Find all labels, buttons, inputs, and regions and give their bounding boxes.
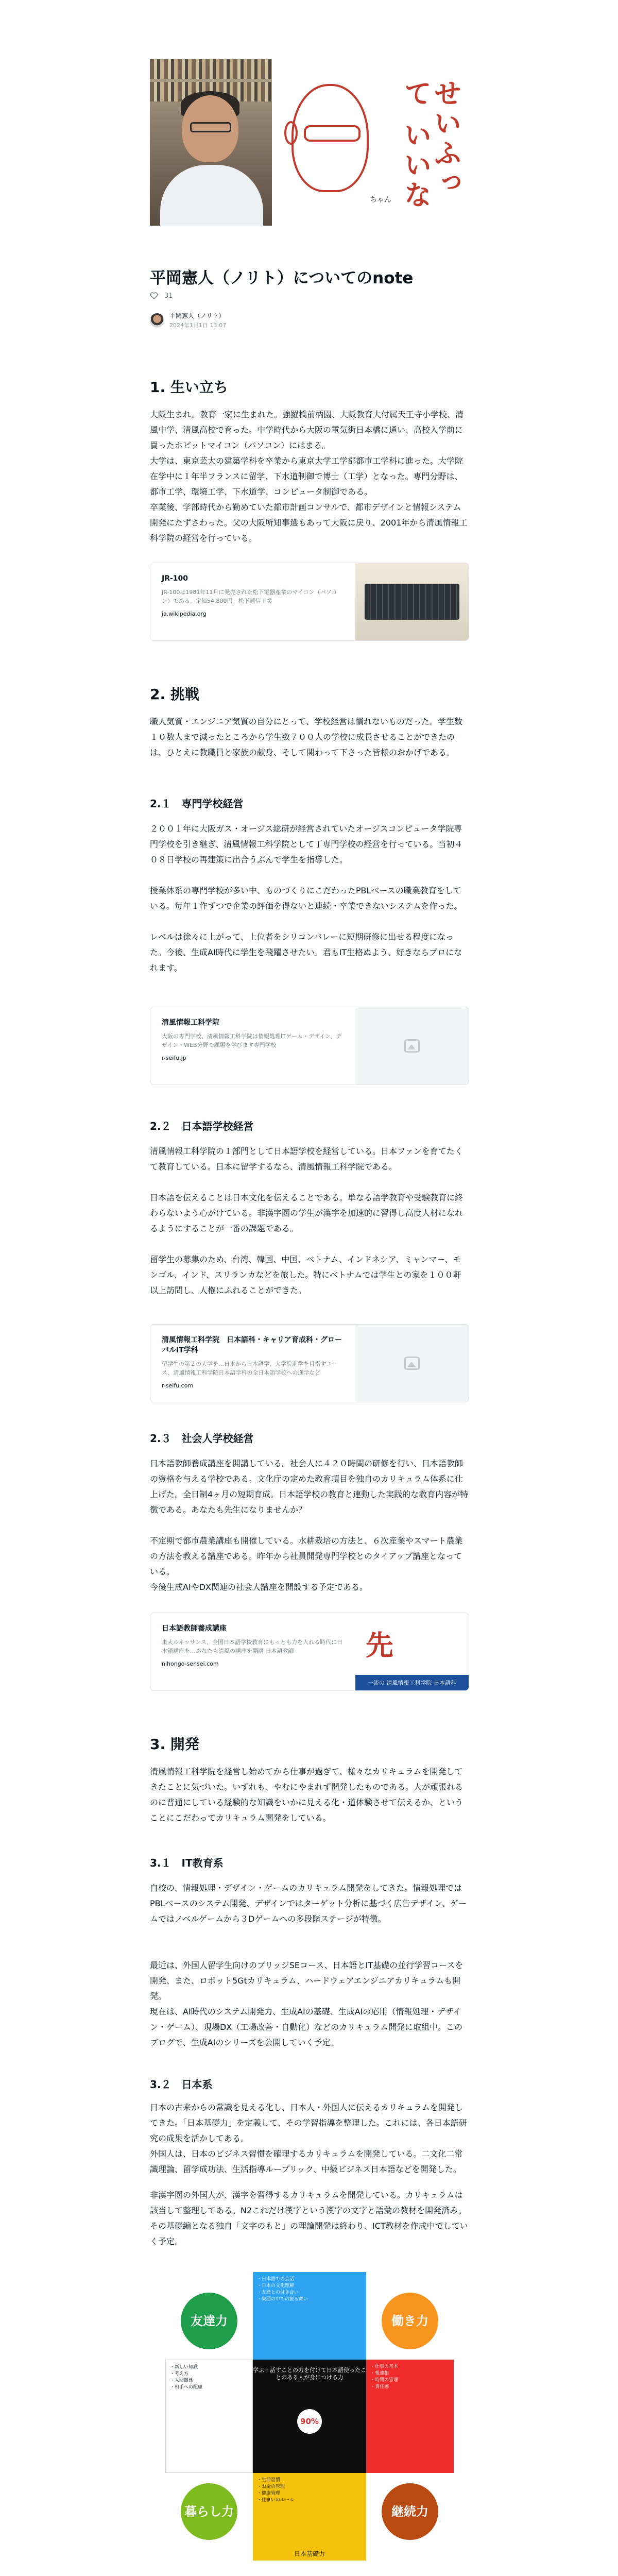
link-card-seifu[interactable] — [150, 1007, 469, 1085]
avatar[interactable] — [150, 313, 164, 328]
paragraph: レベルは徐々に上がって、上位者をシリコンバレーに短期研修に出せる程度になった。今後、生成AI時代に学生を飛躍させたい。君もIT生格ぬよう、好きならプロになれます。 — [150, 932, 462, 973]
heading-development: 3. 開発 — [150, 1736, 199, 1753]
diagram-caption: 日本基礎力 — [294, 2550, 325, 2557]
hero-signature: ちゃん — [370, 196, 391, 204]
card-thumbnail — [355, 1007, 469, 1084]
card-title: 清風情報工科学院 日本語科・キャリア育成科・グローバルIT学科 — [162, 1336, 342, 1354]
card-domain: r-seifu.com — [162, 1382, 194, 1389]
link-card-teacher-training[interactable] — [150, 1613, 469, 1691]
circle-work: 働き力 — [382, 2293, 438, 2349]
paragraph: 自校の、情報処理・デザイン・ゲームのカリキュラム開発をしてきた。情報処理ではPBLベースのシステム開発、デザインではターゲット分析に基づく広告デザイン、ゲームではノベルゲームから３Dゲームへの多段階ステージが特徴。 — [150, 1883, 467, 1924]
subheading-it-education: 3.１ IT教育系 — [150, 1857, 224, 1869]
paragraph: 不定期で都市農業講座も開催している。水耕栽培の方法と、６次産業やスマート農業の方法を教える講座である。昨年から社員開発専門学校とのタイアップ講座となっている。 — [150, 1536, 463, 1577]
card-title: JR-100 — [162, 574, 188, 583]
post-date: 2024年1月1日 13:07 — [169, 322, 227, 329]
card-domain: ja.wikipedia.org — [162, 611, 207, 617]
header-image — [150, 59, 469, 226]
card-thumbnail — [355, 1613, 469, 1690]
card-domain: r-seifu.jp — [162, 1055, 186, 1061]
paragraph: 最近は、外国人留学生向けのブリッジSEコース、日本語とIT基礎の並行学習コースを開発、また、ロボット5Gtカリキュラム、ハードウェアエンジニアカリキュラムも開発。 — [150, 1960, 464, 2001]
paragraph: 日本語を伝えることは日本文化を伝えることである。単なる語学教育や受験教育に終わらないよう心がけている。非漢字圏の学生が漢字を加速的に習得し高度人材になれるようにすることが一番の課題である。 — [150, 1193, 464, 1233]
diagram-top-block: ・日本語での会話 ・日本の文化理解 ・友達との付き合い ・集団の中での振る舞い — [253, 2272, 366, 2360]
circle-continue: 継続力 — [382, 2483, 438, 2540]
image-placeholder-icon — [404, 1039, 420, 1053]
paragraph: 清風情報工科学院の１部門として日本語学校を経営している。日本ファンを育てたくて教育している。日本に留学するなら、清風情報工科学院である。 — [150, 1146, 463, 1172]
diagram-center — [253, 2360, 366, 2473]
card-title: 日本語教師養成講座 — [162, 1624, 227, 1633]
heart-icon[interactable] — [150, 292, 158, 300]
kanji-graphic: 先 — [366, 1629, 393, 1662]
card-thumbnail — [355, 563, 469, 640]
diagram-right-block: ・仕事の基本 ・報連相 ・時間の管理 ・責任感 — [366, 2360, 454, 2473]
paragraph: 現在は、AI時代のシステム開発力、生成AIの基礎、生成AIの応用（情報処理・デザイン・ゲーム）、現場DX（工場改善・自動化）などのカリキュラム開発に取組中。このブログで、生成AIのシリーズを公開していく予定。 — [150, 2007, 463, 2047]
subheading-vocational-school: 2.１ 専門学校経営 — [150, 798, 244, 810]
thumb-banner: 一流の 清風情報工科学院 日本語科 — [355, 1675, 469, 1690]
paragraph: 大阪生まれ。教育一家に生まれた。強羅橋前柄園、大阪教育大付属天王寺小学校、清風中学、清風高校で育った。中学時代から大阪の電気街日本橋に通い、高校入学前に買ったホビットマイコン（パソコン）にはまる。 — [150, 410, 464, 450]
page-title: 平岡憲人（ノリト）についてのnote — [150, 269, 414, 287]
paragraph: 大学は、東京芸大の建築学科を卒業から東京大学工学部都市工学科に進った。大学院在学中に１年半フランスに留学、下水道制御で博士（工学）となった。専門分野は、都市工学、環境工学、下水道学、コンピュータ制御である。 — [150, 456, 464, 497]
link-card-seifu-japanese[interactable] — [150, 1324, 469, 1402]
card-description: 留学生の第２の大学を…日本から日本語学、大学院進学を目指すコース、清風情報工科学院日本語学科の全日本語学校への進学など — [162, 1361, 337, 1376]
card-title: 清風情報工科学院 — [162, 1019, 219, 1027]
japan-basic-ability-diagram — [165, 2272, 454, 2561]
author-info[interactable] — [150, 311, 226, 329]
like-row — [150, 292, 173, 300]
caricature-illustration — [272, 59, 469, 226]
paragraph: 今後生成AIやDX関連の社会人講座を開設する予定である。 — [150, 1582, 368, 1592]
link-card-jr100[interactable] — [150, 563, 469, 641]
paragraph: 日本語教師養成講座を開講している。社会人に４２０時間の研修を行い、日本語教師の資格を与える学校である。文化庁の定めた教育項目を独自のカリキュラム体系に仕上げた。全日制4ヶ月の短期育成。日本語学校の教育と連動した実践的な教育内容が特徴である。あなたも先生になりませんか？ — [150, 1459, 469, 1515]
author-photo — [150, 59, 272, 226]
paragraph: 卒業後、学部時代から勤めていた都市計画コンサルで、都市デザインと情報システム開発にたずさわった。父の大阪所知事選もあって大阪に戻り、2001年から清風情報工科学院の経営を行っている。 — [150, 502, 468, 543]
card-description: 大阪の専門学校、清風情報工科学院は情報処理ITゲーム・デザイン、デザイン・WEB分野で課題を学びます専門学校 — [162, 1033, 342, 1048]
paragraph: 授業体系の専門学校が多い中、ものづくりにこだわったPBLベースの職業教育をしている。毎年１作ずつで企業の評価を得ないと連続・卒業できないシステムを作った。 — [150, 886, 462, 911]
heading-upbringing: 1. 生い立ち — [150, 379, 228, 396]
card-domain: nihongo-sensei.com — [162, 1660, 219, 1667]
paragraph: ２００１年に大阪ガス・オージス総研が経営されていたオージスコンピュータ学院専門学校を引き継ぎ、清風情報工科学院として丁専門学校の経営を行っている。当初４０８日学校の再建策に出合うぶんで学生を指導した。 — [150, 824, 463, 865]
paragraph: 非漢字圏の外国人が、漢字を習得するカリキュラムを開発している。カリキュラムは該当して整理してある。N2これだけ漢字という漢字の文字と語彙の教材を開発済み。その基礎編となる独自「文字のもと」の理論開発は終わり、ICT教材を作成中でしていく予定。 — [150, 2190, 468, 2246]
card-description: 東大ルネッサンス、全国日本語学校教育にもっとも力を入れる時代に日本語講座を…あなたも清風の講座を開講 日本語教師 — [162, 1639, 343, 1654]
hero-catch-line: せいふって いいな — [400, 79, 462, 210]
diagram-center-badge: 90% — [297, 2409, 322, 2434]
image-placeholder-icon — [404, 1357, 420, 1370]
subheading-japanese-school: 2.２ 日本語学校経営 — [150, 1120, 254, 1132]
author-name[interactable]: 平岡憲人（ノリト） — [169, 312, 225, 319]
subheading-adult-school: 2.３ 社会人学校経営 — [150, 1432, 254, 1445]
card-thumbnail — [355, 1325, 469, 1402]
paragraph: 職人気質・エンジニア気質の自分にとって、学校経営は慣れないものだった。学生数１０数人まで減ったところから学生数７００人の学校に成長させることができたのは、ひとえに教職員と家族の献身、そして関わって下さった皆様のおかげである。 — [150, 717, 462, 757]
paragraph: 留学生の募集のため、台湾、韓国、中国、ベトナム、インドネシア、ミャンマー、モンゴル、インド、スリランカなどを旅した。特にベトナムでは学生との家を１００軒以上訪問し、人権にふれることができた。 — [150, 1255, 461, 1295]
diagram-left-block: ・新しい知識 ・考え方 ・人間関係 ・相手への配慮 — [165, 2360, 253, 2473]
diagram-bottom-block: ・生活習慣 ・お金の管理 ・健康管理 ・住まいのルール — [253, 2473, 366, 2561]
paragraph: 外国人は、日本のビジネス習慣を確理するカリキュラムを開発している。二文化二常識理論、留学成功法、生活指導ループリック、中級ビジネス日本語などを開発した。 — [150, 2149, 463, 2174]
card-description: JR-100は1981年11月に発売された松下電器産業のマイコン（パソコン）である。定価54,800円。松下通信工業 — [162, 589, 337, 604]
subheading-japan: 3.２ 日本系 — [150, 2078, 213, 2091]
heading-challenge: 2. 挑戦 — [150, 686, 199, 703]
circle-life: 暮らし力 — [181, 2483, 237, 2540]
paragraph: 日本の古来からの常識を見える化し、日本人・外国人に伝えるカリキュラムを開発してきた。「日本基礎力」を定義して、その学習指導を整理した。これには、各日本語研究の成果を活かしてある。 — [150, 2103, 467, 2143]
circle-friends: 友達力 — [181, 2293, 237, 2349]
paragraph: 清風情報工科学院を経営し始めてから仕事が過ぎて、様々なカリキュラムを開発してきたことに気づいた。いずれも、やむにやまれず開発したものである。人が頑張れるのに普通にしている経験的な知識をいかに見える化・道体験させて伝えるか、ということにこだわってカリキュラム開発をしている。 — [150, 1767, 464, 1823]
like-count: 31 — [164, 292, 173, 300]
diagram-center-title: 学ぶ・話すことの力を付けて日本語使ったことのある人が身につける力 — [253, 2367, 366, 2381]
